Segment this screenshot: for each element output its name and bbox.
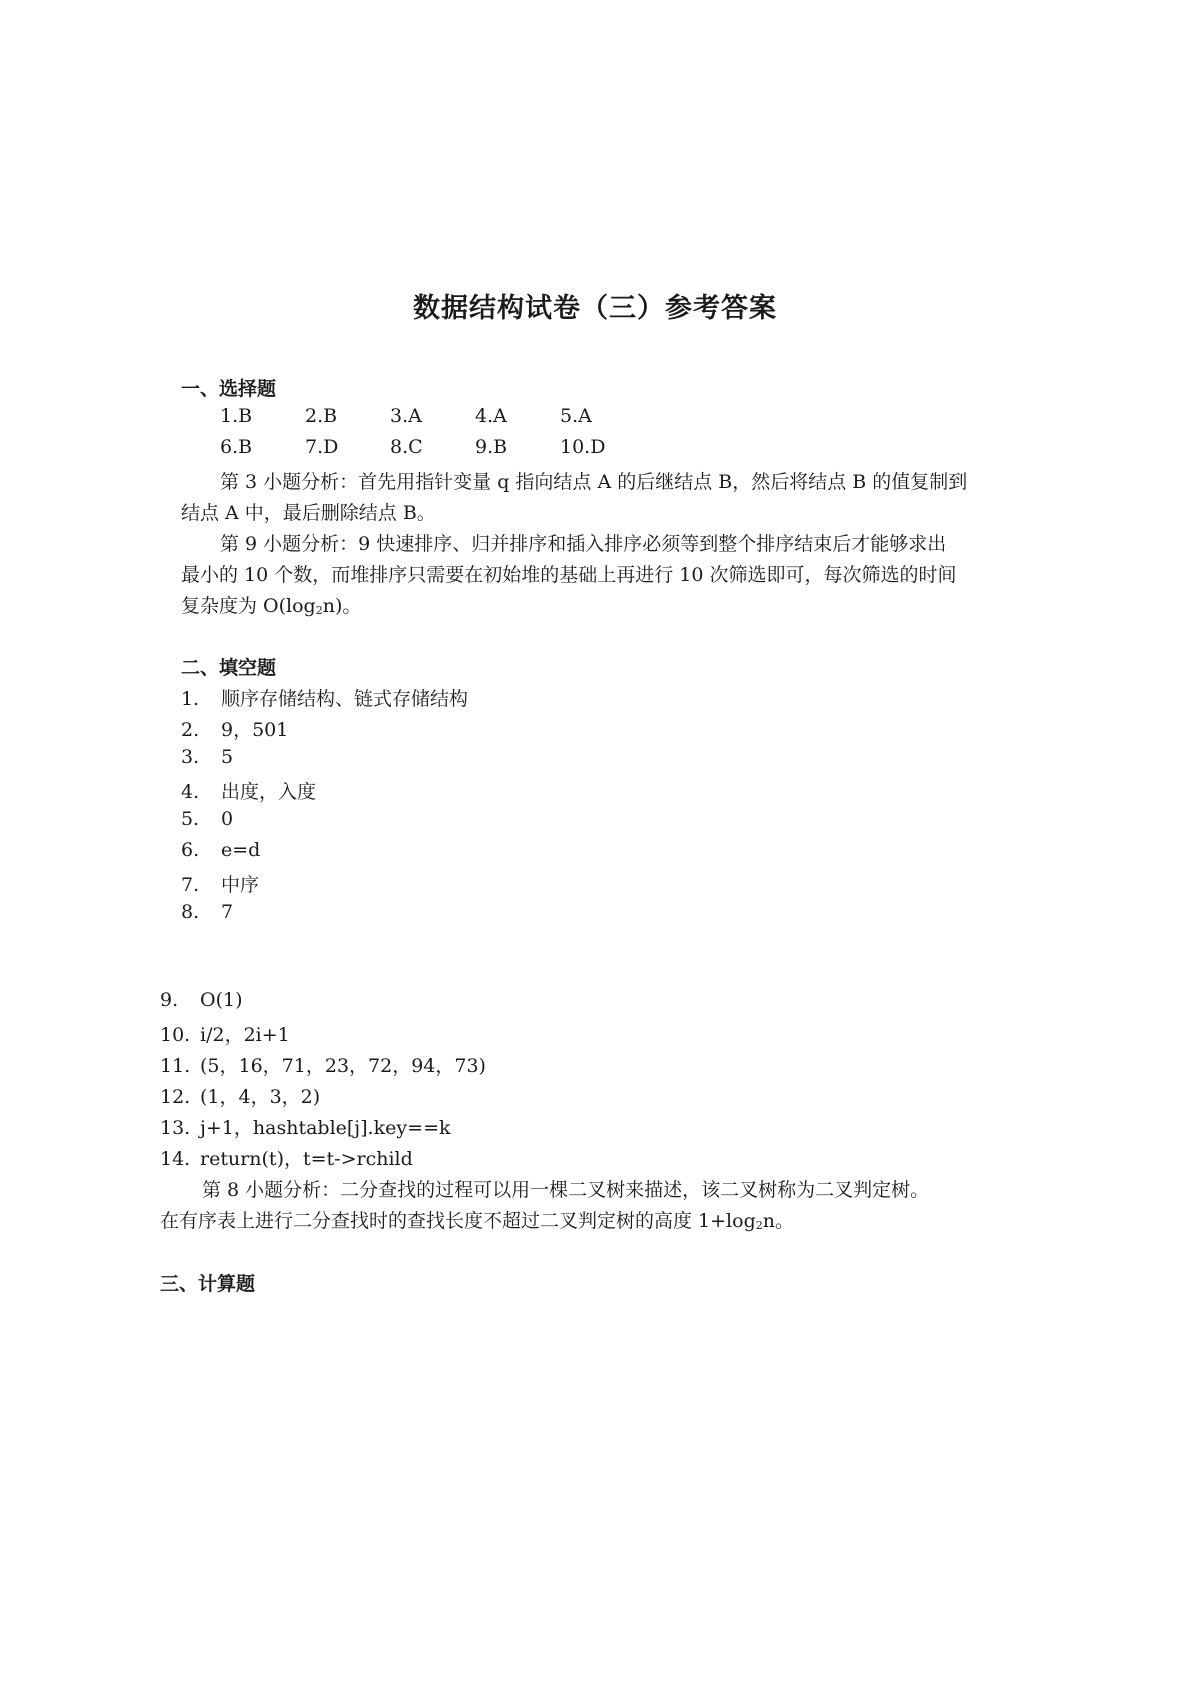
choice-answer: 9.B <box>475 436 508 458</box>
fill-item <box>181 777 316 804</box>
section1-heading: 一、选择题 <box>181 378 277 400</box>
fill-item-answer: 7 <box>221 901 234 923</box>
fill-item-answer: O(1) <box>200 989 243 1011</box>
fill-item <box>160 1051 486 1078</box>
fill-item <box>160 1082 320 1109</box>
fill-item <box>160 1020 290 1047</box>
choice-answer: 3.A <box>390 405 422 427</box>
choice-answer: 8.C <box>390 436 423 458</box>
fill-item-answer: 9，501 <box>221 719 289 741</box>
choice-answer: 7.D <box>305 436 339 458</box>
analysis-3-line2: 结点 A 中，最后删除结点 B。 <box>181 502 436 524</box>
fill-item-answer: 出度，入度 <box>221 781 317 803</box>
fill-item <box>181 808 233 830</box>
fill-item <box>181 870 259 897</box>
analysis-9-line3 <box>181 591 361 618</box>
analysis-8-line2-pre: 在有序表上进行二分查找时的查找长度不超过二叉判定树的高度 1+log <box>160 1210 756 1232</box>
choice-row-1 <box>220 405 592 427</box>
fill-item <box>181 839 260 861</box>
fill-item-answer: (5，16，71，23，72，94，73) <box>200 1055 486 1077</box>
fill-item-answer: (1，4，3，2) <box>200 1086 321 1108</box>
page-title: 数据结构试卷（三）参考答案 <box>413 293 777 324</box>
choice-answer: 2.B <box>305 405 338 427</box>
fill-item-answer: 中序 <box>221 874 260 896</box>
fill-item-number: 2. <box>181 719 200 741</box>
fill-item <box>181 684 468 711</box>
analysis-8-line1: 第 8 小题分析：二分查找的过程可以用一棵二叉树来描述，该二叉树称为二叉判定树。 <box>202 1179 930 1201</box>
analysis-3-line1: 第 3 小题分析：首先用指针变量 q 指向结点 A 的后继结点 B，然后将结点 B 的值复制到 <box>220 471 968 493</box>
fill-item-answer: i/2，2i+1 <box>200 1024 290 1046</box>
choice-answer: 6.B <box>220 436 253 458</box>
fill-item-answer: j+1，hashtable[j].key==k <box>200 1117 451 1139</box>
analysis-9-line2: 最小的 10 个数，而堆排序只需要在初始堆的基础上再进行 10 次筛选即可，每次筛选的时间 <box>181 564 957 586</box>
analysis-8-line2-post: n。 <box>762 1210 794 1232</box>
analysis-8-line2 <box>160 1206 794 1233</box>
fill-item-number: 14. <box>160 1148 191 1170</box>
fill-item <box>160 1144 413 1171</box>
log-subscript: 2 <box>755 1219 763 1232</box>
fill-item-number: 4. <box>181 781 200 803</box>
fill-item-answer: 5 <box>221 746 234 768</box>
fill-item-number: 6. <box>181 839 200 861</box>
fill-item-number: 8. <box>181 901 200 923</box>
section3-heading: 三、计算题 <box>160 1273 256 1295</box>
choice-answer: 1.B <box>220 405 253 427</box>
fill-item-answer: 顺序存储结构、链式存储结构 <box>221 688 469 710</box>
fill-item-answer: e=d <box>221 839 261 861</box>
fill-item <box>181 746 233 768</box>
analysis-9-line3-post: n)。 <box>322 595 362 617</box>
fill-item-answer: 0 <box>221 808 234 830</box>
fill-item-number: 11. <box>160 1055 191 1077</box>
fill-item-number: 10. <box>160 1024 191 1046</box>
choice-answer: 5.A <box>560 405 592 427</box>
fill-item-answer: return(t)，t=t->rchild <box>200 1148 413 1170</box>
choice-answer: 10.D <box>560 436 606 458</box>
fill-item-number: 5. <box>181 808 200 830</box>
fill-item-number: 9. <box>160 989 179 1011</box>
fill-item-number: 13. <box>160 1117 191 1139</box>
fill-item-number: 3. <box>181 746 200 768</box>
fill-item-number: 12. <box>160 1086 191 1108</box>
section2-heading: 二、填空题 <box>181 657 277 679</box>
fill-item <box>181 901 233 923</box>
choice-row-2 <box>220 436 605 458</box>
fill-item-number: 1. <box>181 688 200 710</box>
choice-answer: 4.A <box>475 405 507 427</box>
fill-item <box>160 989 243 1011</box>
analysis-9-line3-pre: 复杂度为 O(log <box>181 595 316 617</box>
fill-item-number: 7. <box>181 874 200 896</box>
fill-item <box>181 715 288 742</box>
log-subscript: 2 <box>315 604 323 617</box>
analysis-9-line1: 第 9 小题分析：9 快速排序、归并排序和插入排序必须等到整个排序结束后才能够求出 <box>220 533 947 555</box>
fill-item <box>160 1113 451 1140</box>
